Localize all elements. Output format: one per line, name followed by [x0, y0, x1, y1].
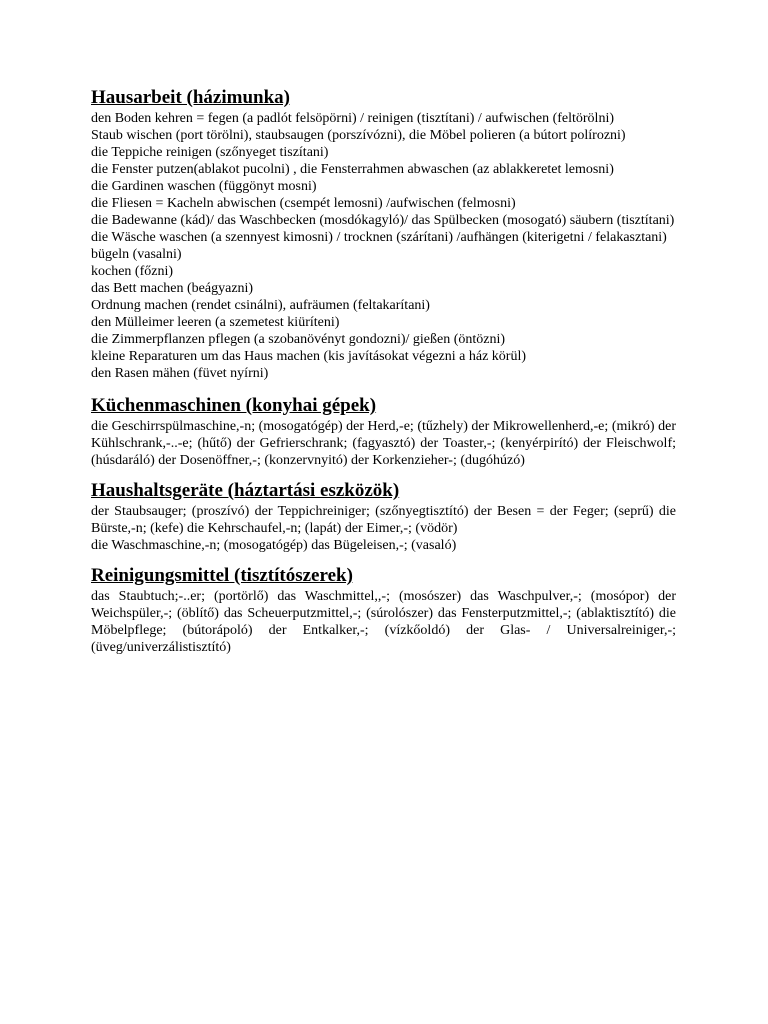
section-heading: Küchenmaschinen (konyhai gépek)	[91, 395, 377, 416]
list-item: die Gardinen waschen (függönyt mosni)	[91, 179, 317, 194]
paragraph: die Waschmaschine,-n; (mosogatógép) das Bügeleisen,-; (vasaló)	[91, 538, 457, 553]
paragraph: das Staubtuch;-..er; (portörlő) das Waschmittel,,-; (mosószer) das Waschpulver,-; (mosópor) der Weichspüler,-; (öblítő) das Scheuerputzmittel,-; (súrolószer) das Fensterputzmittel,-; (ablaktisztító) die Möbelpflege; (bútorápoló) der Entkalker,-; (vízkőoldó) der Glas- / Universalreiniger,-; (üveg/univerzálistisztító)	[91, 589, 676, 655]
document-page	[91, 86, 676, 666]
list-item: den Rasen mähen (füvet nyírni)	[91, 366, 269, 381]
section-heading: Haushaltsgeräte (háztartási eszközök)	[91, 480, 400, 501]
list-item: den Boden kehren = fegen (a padlót felsöpörni) / reinigen (tisztítani) / aufwischen (feltörölni)	[91, 111, 614, 126]
list-item: die Badewanne (kád)/ das Waschbecken (mosdókagyló)/ das Spülbecken (mosogató) säubern (tisztítani)	[91, 213, 675, 228]
paragraph: der Staubsauger; (proszívó) der Teppichreiniger; (szőnyegtisztító) der Besen = der Feger; (seprű) die Bürste,-n; (kefe) die Kehrschaufel,-n; (lapát) der Eimer,-; (vödör)	[91, 504, 676, 536]
list-item: die Wäsche waschen (a szennyest kimosni) / trocknen (szárítani) /aufhängen (kiterigetni / felakasztani)	[91, 230, 667, 245]
list-item: Staub wischen (port törölni), staubsaugen (porszívózni), die Möbel polieren (a bútort polírozni)	[91, 128, 626, 143]
list-item: die Fenster putzen(ablakot pucolni) , die Fensterrahmen abwaschen (az ablakkeretet lemosni)	[91, 162, 614, 177]
section-heading: Reinigungsmittel (tisztítószerek)	[91, 565, 353, 586]
list-item: die Zimmerpflanzen pflegen (a szobanövényt gondozni)/ gießen (öntözni)	[91, 332, 506, 347]
list-item: die Teppiche reinigen (szőnyeget tiszítani)	[91, 145, 329, 160]
list-item: den Mülleimer leeren (a szemetest kiüríteni)	[91, 315, 340, 330]
section-heading: Hausarbeit (házimunka)	[91, 87, 290, 108]
list-item: Ordnung machen (rendet csinálni), aufräumen (feltakarítani)	[91, 298, 430, 313]
list-item: kochen (főzni)	[91, 264, 174, 279]
section-reinigungsmittel	[91, 564, 676, 656]
paragraph: die Geschirrspülmaschine,-n; (mosogatógép) der Herd,-e; (tűzhely) der Mikrowellenherd,-e; (mikró) der Kühlschrank,-..-e; (hűtő) der Gefrierschrank; (fagyasztó) der Toaster,-; (kenyérpirító) der Fleischwolf; (húsdaráló) der Dosenöffner,-; (konzervnyitó) der Korkenzieher-; (dugóhúzó)	[91, 419, 676, 468]
list-item: kleine Reparaturen um das Haus machen (kis javításokat végezni a ház körül)	[91, 349, 527, 364]
list-item: das Bett machen (beágyazni)	[91, 281, 254, 296]
section-kuechenmaschinen	[91, 394, 676, 469]
section-haushaltsgeraete	[91, 479, 676, 554]
section-hausarbeit	[91, 86, 676, 382]
list-item: die Fliesen = Kacheln abwischen (csempét lemosni) /aufwischen (felmosni)	[91, 196, 516, 211]
list-item: bügeln (vasalni)	[91, 247, 182, 262]
